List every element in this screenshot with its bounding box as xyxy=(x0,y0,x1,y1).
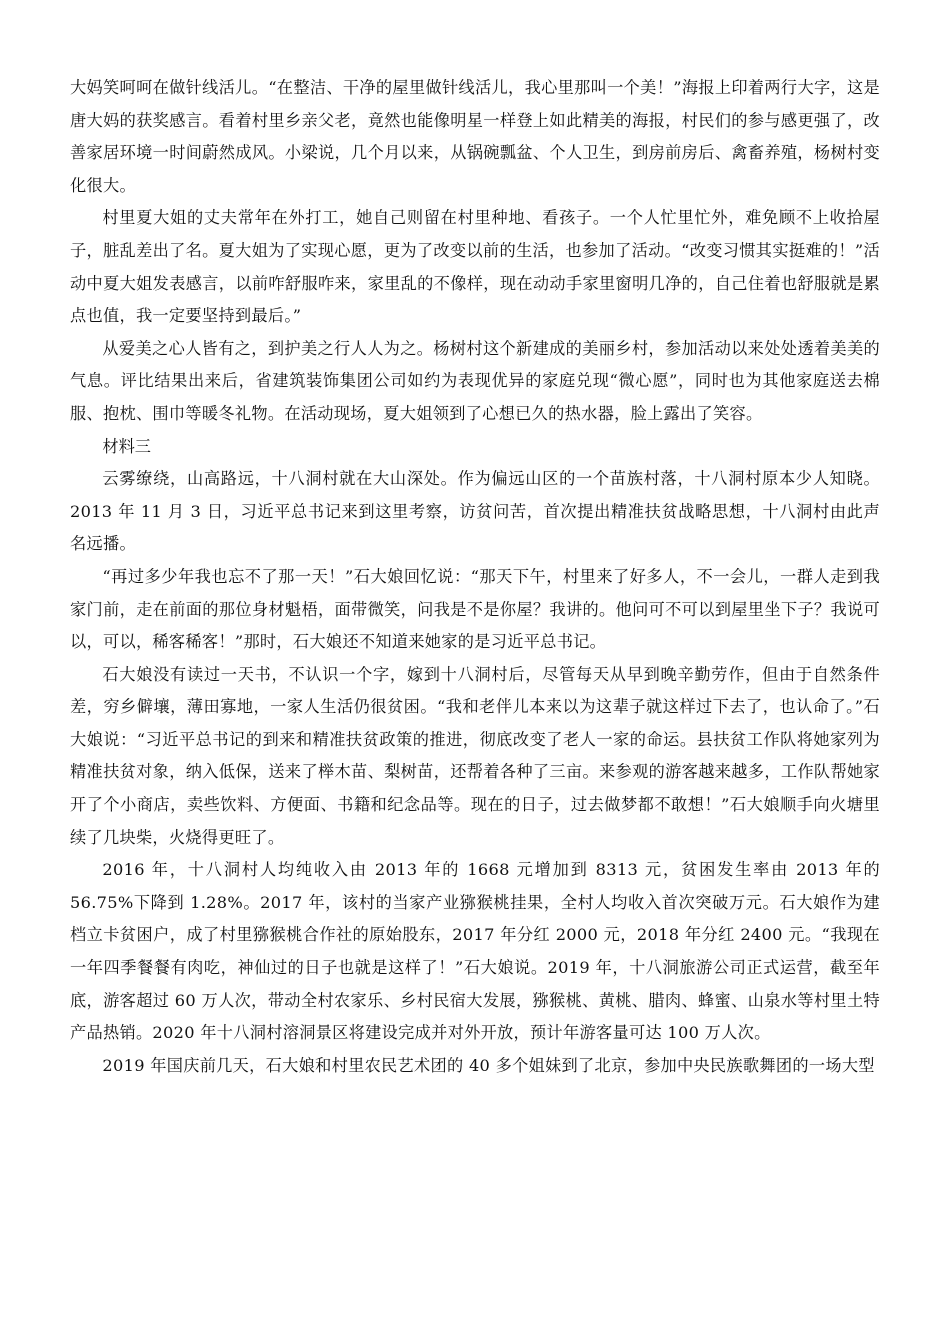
paragraph: 2019 年国庆前几天，石大娘和村里农民艺术团的 40 多个姐妹到了北京，参加中央民族歌舞团的一场大型 xyxy=(102,1055,875,1075)
document-body xyxy=(70,72,880,1082)
paragraph: “再过多少年我也忘不了那一天！”石大娘回忆说：“那天下午，村里来了好多人，不一会儿，一群人走到我家门前，走在前面的那位身材魁梧，面带微笑，问我是不是你屋？我讲的。他问可不可以到屋里坐下子？我说可以，可以，稀客稀客！”那时，石大娘还不知道来她家的是习近平总书记。 xyxy=(70,566,880,652)
paragraph: 从爱美之心人皆有之，到护美之行人人为之。杨树村这个新建成的美丽乡村，参加活动以来处处透着美美的气息。评比结果出来后，省建筑装饰集团公司如约为表现优异的家庭兑现“微心愿”，同时也为其他家庭送去棉服、抱枕、围巾等暖冬礼物。在活动现场，夏大姐领到了心想已久的热水器，脸上露出了笑容。 xyxy=(70,338,880,423)
paragraph: 石大娘没有读过一天书，不认识一个字，嫁到十八洞村后，尽管每天从早到晚辛勤劳作，但由于自然条件差，穷乡僻壤，薄田寡地，一家人生活仍很贫困。“我和老伴儿本来以为这辈子就这样过下去了，也认命了。”石大娘说：“习近平总书记的到来和精准扶贫政策的推进，彻底改变了老人一家的命运。县扶贫工作队将她家列为精准扶贫对象，纳入低保，送来了榉木苗、梨树苗，还帮着各种了三亩。来参观的游客越来越多，工作队帮她家开了个小商店，卖些饮料、方便面、书籍和纪念品等。现在的日子，过去做梦都不敢想！”石大娘顺手向火塘里续了几块柴，火烧得更旺了。 xyxy=(70,664,880,847)
paragraph: 村里夏大姐的丈夫常年在外打工，她自己则留在村里种地、看孩子。一个人忙里忙外，难免顾不上收拾屋子，脏乱差出了名。夏大姐为了实现心愿，更为了改变以前的生活，也参加了活动。“改变习惯其实挺难的！”活动中夏大姐发表感言，以前咋舒服咋来，家里乱的不像样，现在动动手家里窗明几净的，自己住着也舒服就是累点也值，我一定要坚持到最后。” xyxy=(70,208,880,326)
paragraph: 云雾缭绕，山高路远，十八洞村就在大山深处。作为偏远山区的一个苗族村落，十八洞村原本少人知晓。2013 年 11 月 3 日，习近平总书记来到这里考察，访贫问苦，首次提出精准扶贫战略思想，十八洞村由此声名远播。 xyxy=(70,469,880,554)
section-heading: 材料三 xyxy=(102,436,151,456)
paragraph: 大妈笑呵呵在做针线活儿。“在整洁、干净的屋里做针线活儿，我心里那叫一个美！”海报上印着两行大字，这是唐大妈的获奖感言。看着村里乡亲父老，竟然也能像明星一样登上如此精美的海报，村民们的参与感更强了，改善家居环境一时间蔚然成风。小梁说，几个月以来，从锅碗瓢盆、个人卫生，到房前房后、禽畜养殖，杨树村变化很大。 xyxy=(70,78,880,195)
paragraph: 2016 年，十八洞村人均纯收入由 2013 年的 1668 元增加到 8313 元，贫困发生率由 2013 年的 56.75%下降到 1.28%。2017 年，该村的当家产业猕猴桃挂果，全村人均收入首次突破万元。石大娘作为建档立卡贫困户，成了村里猕猴桃合作社的原始股东，2017 年分红 2000 元，2018 年分红 2400 元。“我现在一年四季餐餐有肉吃，神仙过的日子也就是这样了！”石大娘说。2019 年，十八洞旅游公司正式运营，截至年底，游客超过 60 万人次，带动全村农家乐、乡村民宿大发展，猕猴桃、黄桃、腊肉、蜂蜜、山泉水等村里土特产品热销。2020 年十八洞村溶洞景区将建设完成并对外开放，预计年游客量可达 100 万人次。 xyxy=(70,860,880,1043)
